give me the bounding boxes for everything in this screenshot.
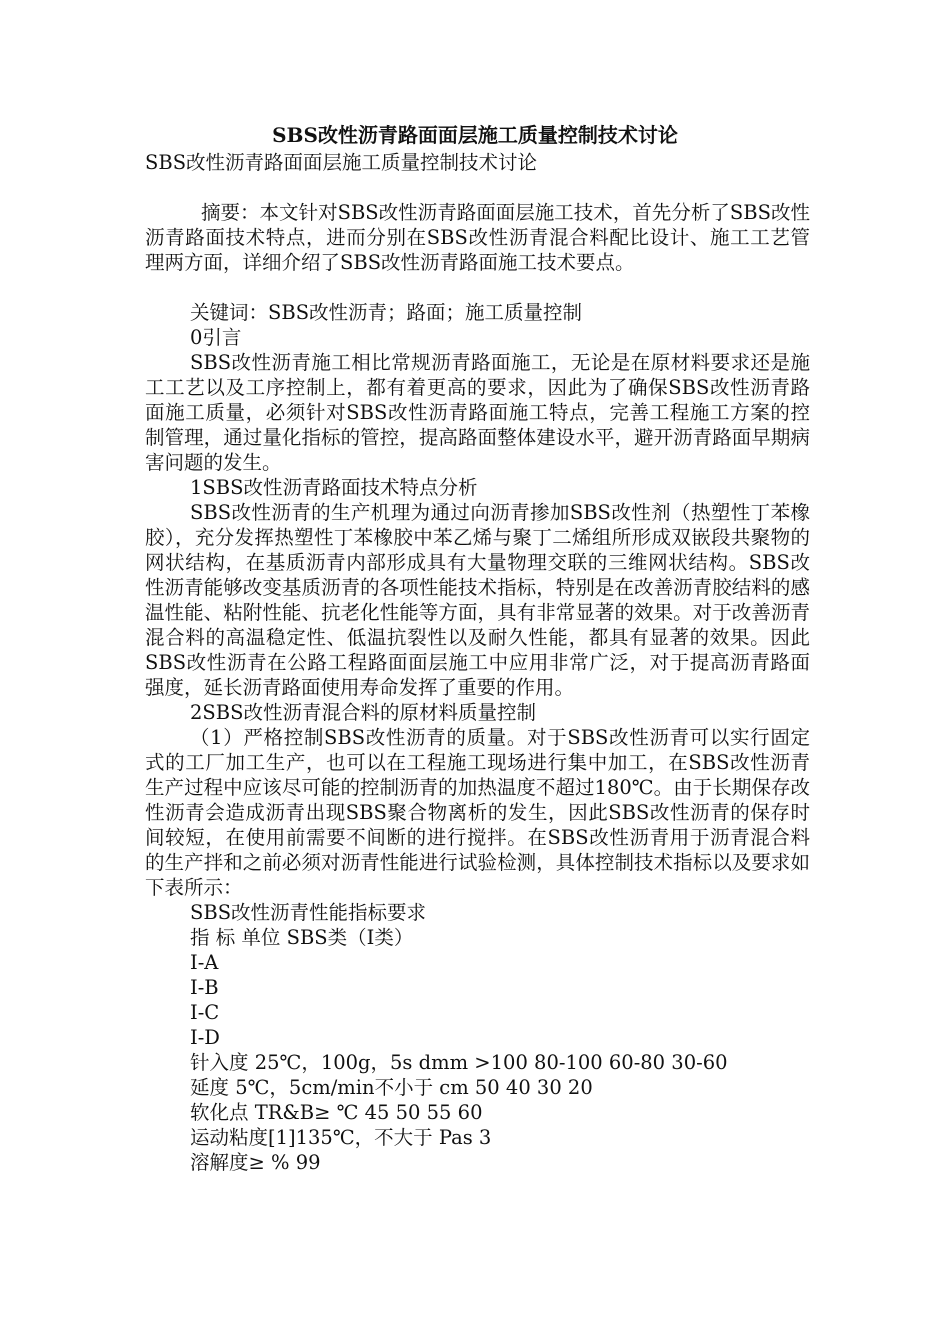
table-line: I-D — [190, 1026, 220, 1049]
paragraph-intro: SBS改性沥青施工相比常规沥青路面施工，无论是在原材料要求还是施工工艺以及工序控制上，都有着更高的要求，因此为了确保SBS改性沥青路面施工质量，必须针对SBS改性沥青路面施工特点，完善工程施工方案的控制管理，通过量化指标的管控，提高路面整体建设水平，避开沥青路面早期病害问题的发生。 — [145, 351, 810, 474]
spec-table — [145, 925, 810, 1175]
table-line: I-B — [190, 976, 219, 999]
paragraph-section-2: （1）严格控制SBS改性沥青的质量。对于SBS改性沥青可以实行固定式的工厂加工生产，也可以在工程施工现场进行集中加工，在SBS改性沥青生产过程中应该尽可能的控制沥青的加热温度不超过180℃。由于长期保存改性沥青会造成沥青出现SBS聚合物离析的发生，因此SBS改性沥青的保存时间较短，在使用前需要不间断的进行搅拌。在SBS改性沥青用于沥青混合料的生产拌和之前必须对沥青性能进行试验检测，具体控制技术指标以及要求如下表所示： — [145, 726, 810, 899]
table-line: 软化点 TR&B≥ ℃ 45 50 55 60 — [190, 1101, 483, 1124]
section-heading-2: 2SBS改性沥青混合料的原材料质量控制 — [190, 701, 536, 724]
table-line: 延度 5℃，5cm/min不小于 cm 50 40 30 20 — [190, 1076, 593, 1099]
table-line: 针入度 25℃，100g，5s dmm >100 80-100 60-80 30-60 — [190, 1051, 728, 1074]
spacer — [145, 275, 810, 300]
paragraph-section-1: SBS改性沥青的生产机理为通过向沥青掺加SBS改性剂（热塑性丁苯橡胶），充分发挥热塑性丁苯橡胶中苯乙烯与聚丁二烯组所形成双嵌段共聚物的网状结构，在基质沥青内部形成具有大量物理交联的三维网状结构。SBS改性沥青能够改变基质沥青的各项性能技术指标，特别是在改善沥青胶结料的感温性能、粘附性能、抗老化性能等方面，具有非常显著的效果。对于改善沥青混合料的高温稳定性、低温抗裂性以及耐久性能，都具有显著的效果。因此SBS改性沥青在公路工程路面面层施工中应用非常广泛，对于提高沥青路面强度，延长沥青路面使用寿命发挥了重要的作用。 — [145, 501, 810, 699]
table-caption: SBS改性沥青性能指标要求 — [190, 901, 427, 924]
table-line: 运动粘度[1]135℃，不大于 Pas 3 — [190, 1126, 492, 1149]
document-subtitle: SBS改性沥青路面面层施工质量控制技术讨论 — [145, 151, 538, 174]
table-line: I-C — [190, 1001, 220, 1024]
abstract-paragraph: 摘要：本文针对SBS改性沥青路面面层施工技术，首先分析了SBS改性沥青路面技术特点，进而分别在SBS改性沥青混合料配比设计、施工工艺管理两方面，详细介绍了SBS改性沥青路面施工技术要点。 — [145, 201, 810, 274]
spacer — [145, 175, 810, 200]
keywords-line: 关键词：SBS改性沥青；路面；施工质量控制 — [190, 301, 583, 324]
table-line: I-A — [190, 951, 219, 974]
document-body — [145, 150, 810, 1175]
table-line: 指 标 单位 SBS类（I类） — [190, 926, 414, 949]
section-heading-1: 1SBS改性沥青路面技术特点分析 — [190, 476, 478, 499]
table-line: 溶解度≥ % 99 — [190, 1151, 321, 1174]
document-title: SBS改性沥青路面面层施工质量控制技术讨论 — [272, 123, 678, 147]
section-heading-0: 0引言 — [190, 326, 242, 349]
